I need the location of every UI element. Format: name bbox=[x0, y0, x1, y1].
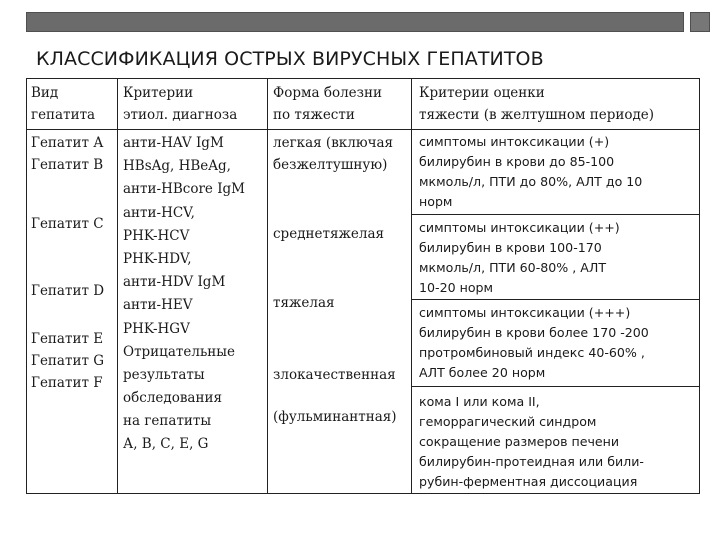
hepatitis-type-item: Гепатит D bbox=[31, 283, 105, 299]
header-divider bbox=[27, 129, 699, 130]
etiology-criterion: анти-HCV, bbox=[123, 204, 195, 221]
row-divider bbox=[411, 299, 699, 300]
etiology-criterion: анти-HAV IgM bbox=[123, 135, 224, 151]
header-severity-criteria: Критерии оценки тяжести (в желтушном периоде) bbox=[419, 85, 655, 123]
severity-form-malignant: злокачественная bbox=[273, 367, 396, 383]
top-decorative-bar bbox=[26, 12, 684, 32]
hepatitis-type-item: Гепатит E bbox=[31, 331, 104, 347]
etiology-criterion: анти-HDV IgM bbox=[123, 274, 226, 291]
etiology-criterion: результаты bbox=[123, 366, 205, 383]
header-severity-form: Форма болезни по тяжести bbox=[273, 85, 382, 123]
hepatitis-type-item: Гепатит F bbox=[31, 375, 103, 391]
corner-decorative-square bbox=[690, 12, 710, 32]
severity-criteria-malignant: кома I или кома II, геморрагический синдром сокращение размеров печени билирубин-протеидная или били- рубин-ферментная диссоциация bbox=[419, 394, 644, 489]
etiology-criterion: анти-HBcore IgM bbox=[123, 181, 245, 198]
severity-criteria-severe: симптомы интоксикации (+++) билирубин в крови более 170 -200 протромбиновый индекс 40-60% , АЛТ более 20 норм bbox=[419, 305, 649, 380]
etiology-criterion: PHK-HCV bbox=[123, 227, 190, 244]
severity-form-moderate: среднетяжелая bbox=[273, 226, 385, 242]
header-etiology: Критерии этиол. диагноза bbox=[123, 85, 238, 123]
column-divider bbox=[117, 79, 118, 493]
header-hepatitis-type: Вид гепатита bbox=[31, 85, 96, 123]
etiology-criterion: PHK-HGV bbox=[123, 320, 190, 337]
column-divider bbox=[267, 79, 268, 493]
hepatitis-type-item: Гепатит А bbox=[31, 135, 104, 151]
classification-table bbox=[26, 78, 700, 494]
column-divider bbox=[411, 79, 412, 493]
hepatitis-type-item: Гепатит В bbox=[31, 157, 104, 173]
etiology-criterion: HBsAg, HBeAg, bbox=[123, 158, 231, 175]
severity-form-severe: тяжелая bbox=[273, 295, 335, 311]
etiology-criterion: PHK-HDV, bbox=[123, 250, 192, 267]
row-divider bbox=[411, 386, 699, 387]
severity-criteria-moderate: симптомы интоксикации (++) билирубин в крови 100-170 мкмоль/л, ПТИ 60-80% , АЛТ 10-20 норм bbox=[419, 220, 620, 295]
hepatitis-type-item: Гепатит С bbox=[31, 216, 104, 232]
etiology-criterion: Отрицательные bbox=[123, 343, 236, 360]
hepatitis-type-item: Гепатит G bbox=[31, 353, 104, 369]
etiology-criteria-list bbox=[123, 132, 245, 457]
etiology-criterion: на гепатиты bbox=[123, 413, 212, 430]
etiology-criterion: анти-HEV bbox=[123, 297, 193, 314]
hepatitis-type-list bbox=[31, 132, 104, 394]
severity-form-fulminant: (фульминантная) bbox=[273, 409, 397, 425]
row-divider bbox=[411, 214, 699, 215]
severity-criteria-mild: симптомы интоксикации (+) билирубин в крови до 85-100 мкмоль/л, ПТИ до 80%, АЛТ до 10 норм bbox=[419, 134, 643, 209]
etiology-criterion: обследования bbox=[123, 390, 222, 407]
severity-form-mild: легкая (включая безжелтушную) bbox=[273, 135, 394, 173]
etiology-criterion: А, В, С, Е, G bbox=[123, 436, 209, 453]
page-title: КЛАССИФИКАЦИЯ ОСТРЫХ ВИРУСНЫХ ГЕПАТИТОВ bbox=[36, 48, 544, 70]
